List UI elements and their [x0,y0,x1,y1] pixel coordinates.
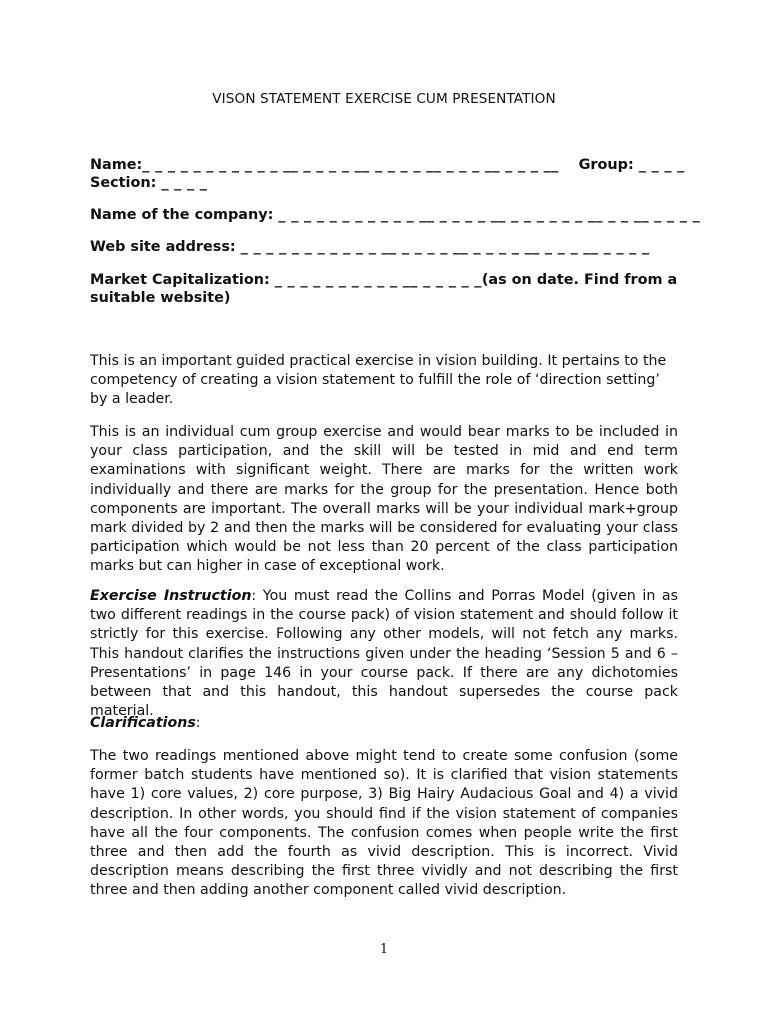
website-blank[interactable]: _ _ _ _ _ _ _ _ _ _ _ __ _ _ _ _ __ _ _ _ _ __ _ _ _ __ _ _ _ _ [240,239,650,255]
market-cap-note: (as on date. Find from a suitable website) [90,272,678,306]
clarifications-heading [90,714,678,733]
group-label: Group: [578,157,634,173]
clarifications-colon: : [195,715,201,731]
section-row [90,175,678,192]
page-number: 1 [379,942,389,957]
exercise-instruction-text: : You must read the Collins and Porras Model (given in as two different readings in the course pack) of vision statement and should follow it strictly for this exercise. Following any other models, will not fetch any marks. This handout clarifies the instructions given under the heading ‘Session 5 and 6 – Presentations’ in page 146 in your course pack. If there are any dichotomies between that and this handout, this handout supersedes the course pack material. [90,588,678,720]
clarifications-paragraph: The two readings mentioned above might tend to create some confusion (some former batch students have mentioned so). It is clarified that vision statements have 1) core values, 2) core purpose, 3) Big Hairy Audacious Goal and 4) a vivid description. In other words, you should find if the vision statement of companies have all the four components. The confusion comes when people write the first three and then add the fourth as vivid description. This is incorrect. Vivid description means describing the first three vividly and not describing the first three and then adding another component called vivid description. [90,748,678,899]
market-cap-row [90,271,678,307]
market-cap-blank[interactable]: _ _ _ _ _ _ _ _ _ _ __ _ _ _ _ _ [274,272,482,288]
intro-paragraph: This is an important guided practical exercise in vision building. It pertains to the competency of creating a vision statement to fulfill the role of ‘direction setting’ by a leader. [90,353,667,408]
section-label: Section: [90,175,157,191]
exercise-instruction-paragraph [90,587,678,721]
marks-paragraph: This is an individual cum group exercise and would bear marks to be included in your class participation, and the skill will be tested in mid and end term examinations with significant weight. There are marks for the written work individually and there are marks for the group for the presentation. Hence both components are important. The overall marks will be your individual mark+group mark divided by 2 and then the marks will be considered for evaluating your class participation which would be not less than 20 percent of the class participation marks but can higher in case of exceptional work. [90,424,678,575]
company-row [90,207,701,224]
section-blank[interactable]: _ _ _ _ [161,175,208,191]
website-row [90,239,678,256]
market-cap-label: Market Capitalization: [90,272,270,288]
name-label: Name: [90,157,143,173]
website-label: Web site address: [90,239,236,255]
clarifications-label: Clarifications [90,715,196,731]
name-blank[interactable]: _ _ _ _ _ _ _ _ _ _ _ __ _ _ _ _ __ _ _ _ _ __ _ _ _ __ _ _ _ __ [142,157,559,173]
name-group-row [90,157,685,174]
group-blank[interactable]: _ _ _ _ [638,157,685,173]
document-title: VISON STATEMENT EXERCISE CUM PRESENTATION [212,91,556,107]
company-label: Name of the company: [90,207,274,223]
exercise-instruction-label: Exercise Instruction [90,588,252,604]
company-blank[interactable]: _ _ _ _ _ _ _ _ _ _ _ __ _ _ _ _ __ _ _ _ _ _ _ __ _ _ __ _ _ _ _ [278,207,701,223]
document-page [90,0,701,1024]
